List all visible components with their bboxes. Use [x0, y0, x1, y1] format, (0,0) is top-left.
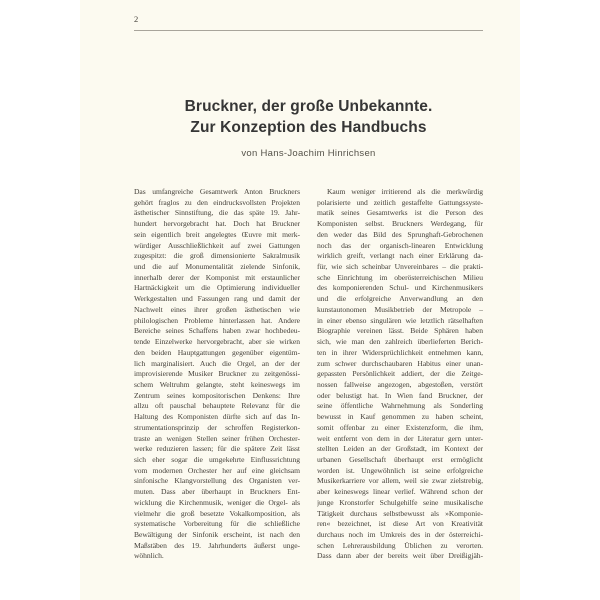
text-line: Zentrum seines kompositorischen Denkens: Ihre	[134, 390, 300, 400]
text-line: zugespitzt: die groß dimensionierte Sakralmusik	[134, 251, 300, 261]
text-line: improvisierende Musiker Bruckner zu zeitgenössi-	[134, 369, 300, 379]
text-line: vielmehr die groß besetzte Vokalkomposition, als	[134, 508, 300, 518]
text-line: Bewältigung der Sinfonik erscheint, ist nach den	[134, 530, 300, 539]
text-line: Kaum weniger irritierend als die merkwürdig	[327, 187, 483, 196]
text-line: sche Einrichtung im oberösterreichischen Milieu	[317, 272, 483, 282]
text-line: allzu oft pauschal behauptete Relevanz für die	[134, 401, 300, 411]
text-line: Bereiche seines Schaffens haben zwar hochbedeu-	[134, 326, 300, 336]
text-line: und die auf Monumentalität zielende Sinfonik,	[134, 262, 300, 272]
text-line: Hartnäckigkeit um die Optimierung individueller	[134, 283, 300, 293]
text-line: somit offenbar zu einer Existenzform, die ihm,	[317, 422, 483, 432]
text-column-right	[317, 187, 483, 562]
title-line-2: Zur Konzeption des Handbuchs	[190, 119, 427, 136]
text-line: Dass dann aber der bereits weit über Dreißigjäh-	[317, 551, 483, 561]
text-line: und die erfolgreiche Anverwandlung an den	[317, 294, 483, 304]
text-line: würdiger Ausschließlichkeit auf zwei Gattungen	[134, 240, 300, 250]
text-line: sein eigentlich breit angelegtes Œuvre mit merk-	[134, 229, 300, 239]
title-line-1: Bruckner, der große Unbekannte.	[184, 98, 433, 115]
text-line: noch das der organisch-linearen Entwicklung	[317, 240, 483, 250]
text-columns	[134, 187, 483, 562]
article-byline: von Hans-Joachim Hinrichsen	[241, 148, 376, 159]
text-line: den beiden Hauptgattungen gegenüber eigentüm-	[134, 347, 300, 357]
text-line: systematische Vorbereitung für die schließliche	[134, 519, 300, 529]
text-line: Komponisten selbst. Bruckners Werdegang, für	[317, 219, 483, 229]
text-line: werke reduzieren lassen; für die spätere Zeit lässt	[134, 444, 300, 454]
text-line: Biographie vereinen lässt. Beide Sphären haben	[317, 326, 483, 336]
text-line: schen Lehrerausbildung Üblichen zu verorten.	[317, 540, 483, 550]
article-title	[134, 96, 483, 138]
text-line: durchaus noch im Umkreis des in der österreichi-	[317, 530, 483, 539]
text-line: lich marginalisiert. Auch die Orgel, an der der	[134, 358, 300, 368]
text-line: junge Kronstorfer Schulgehilfe seine musikalische	[317, 497, 483, 507]
text-line: oder belustigt hat. In Wien fand Bruckner, der	[317, 390, 483, 400]
text-line: worden ist. Ungewöhnlich ist seine erfolgreiche	[317, 465, 483, 475]
text-line: Werkgestalten und Fassungen rang und damit der	[134, 294, 300, 304]
text-line: polarisierte und zeitlich gestaffelte Gattungssyste-	[317, 197, 483, 207]
text-line: urbanen Gesellschaft überhaupt erst ermöglicht	[317, 454, 483, 464]
text-line: weit entfernt von dem in der Literatur gern unter-	[317, 433, 483, 443]
text-line: strumentationsprinzip der schroffen Registerkon-	[134, 422, 300, 432]
text-line: seine öffentliche Wahrnehmung als Sonderling	[317, 401, 483, 411]
text-line: muten. Dass aber überhaupt in Bruckners Ent-	[134, 487, 300, 497]
text-line: stellten Leiden an der Großstadt, im Kontext der	[317, 444, 483, 454]
text-column-left	[134, 187, 300, 562]
text-line: gehört fraglos zu den eindrucksvollsten Projekten	[134, 197, 300, 207]
text-line: hundert hervorgebracht hat. Doch hat Bruckner	[134, 219, 300, 229]
text-line: matik seines Gesamtwerks ist die Person des	[317, 208, 483, 218]
text-line: bewusst in Kauf genommen zu haben scheint,	[317, 412, 483, 422]
text-line: aber keineswegs linear verlief. Während schon der	[317, 487, 483, 497]
text-line: kunstautonomen Musikbetrieb der Metropole –	[317, 304, 483, 314]
text-line: Das umfangreiche Gesamtwerk Anton Bruckners	[134, 187, 300, 196]
text-line: Maßstäben des 19. Jahrhunderts äußerst unge-	[134, 540, 300, 550]
text-line: nossen fallweise angezogen, abgestoßen, verstört	[317, 379, 483, 389]
text-line: wirklich greift, verlangt nach einer Erklärung da-	[317, 251, 483, 261]
text-line: ren« bezeichnet, ist diese Art von Kreativität	[317, 519, 483, 529]
text-line: Musikerkarriere vor allem, weil sie zwar zielstrebig,	[317, 476, 483, 486]
text-line: für, wie sich scheinbar Unvereinbares – die prakti-	[317, 262, 483, 272]
text-line: philologischen Probleme hinterlassen hat. Andere	[134, 315, 300, 325]
text-line: ästhetischer Sinnstiftung, die das späte 19. Jahr-	[134, 208, 300, 218]
text-line: Haltung des Komponisten dürfte sich auf das In-	[134, 412, 300, 422]
text-line: schem Weltruhm gelangte, steht keineswegs im	[134, 379, 300, 389]
text-line: sinfonische Klangvorstellung des Organisten ver-	[134, 476, 300, 486]
text-line: den weder das Bild des Sprunghaft-Gebrochenen	[317, 229, 483, 239]
text-line: traste an wenigen Stellen seiner frühen Orchester-	[134, 433, 300, 443]
text-line: vom modernen Orchester her auf eine gleichsam	[134, 465, 300, 475]
text-line: in einer ebenso singulären wie letztlich rätselhaften	[317, 315, 483, 325]
text-line: wicklung die Kirchenmusik, weniger die Orgel- als	[134, 497, 300, 507]
page-number: 2	[134, 14, 139, 24]
book-page	[80, 0, 520, 600]
header-rule	[134, 30, 483, 31]
text-line: tende Einzelwerke hervorgebracht, aber sie wirken	[134, 337, 300, 347]
text-line: sich, wie man den zahlreich überlieferten Berich-	[317, 337, 483, 347]
text-line: sich eher sogar die umgekehrte Einflussrichtung	[134, 454, 300, 464]
text-line: zum schwer durchschaubaren Habitus einer unan-	[317, 358, 483, 368]
text-line: innerhalb derer der Komponist mit erstaunlicher	[134, 272, 300, 282]
text-line: wöhnlich.	[134, 551, 164, 561]
text-line: des komponierenden Schul- und Kirchenmusikers	[317, 283, 483, 293]
text-line: Tätigkeit durchaus selbstbewusst als »Komponie-	[317, 508, 483, 518]
text-line: gepassten Persönlichkeit addiert, der die Zeitge-	[317, 369, 483, 379]
text-line: Nachwelt eines ihrer großen ästhetischen wie	[134, 304, 300, 314]
text-line: ten in ihrer Widersprüchlichkeit entnehmen kann,	[317, 347, 483, 357]
